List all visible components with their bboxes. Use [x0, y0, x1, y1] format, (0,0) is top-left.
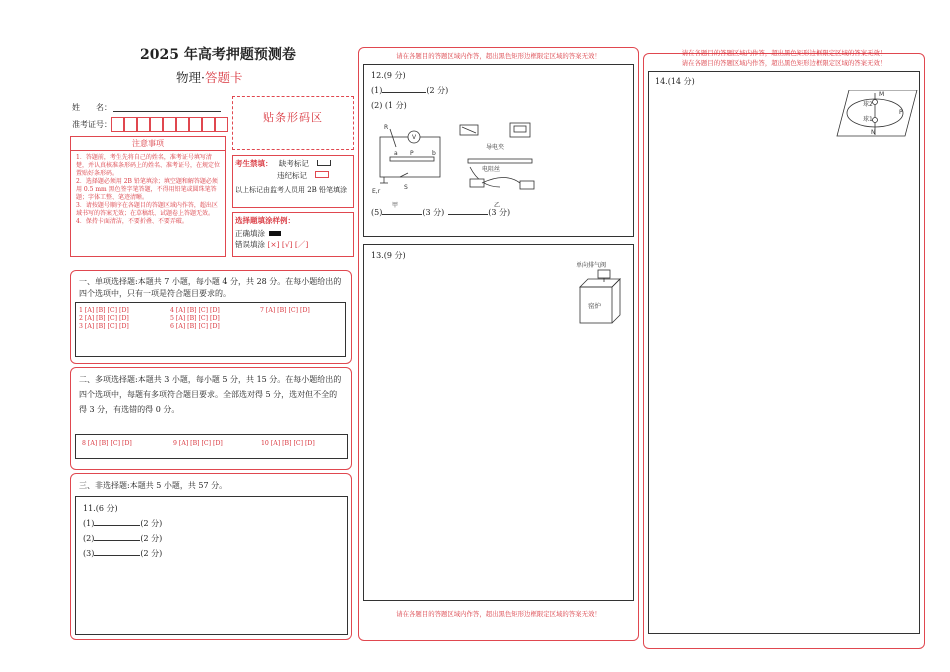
middle-answer-column [358, 47, 639, 641]
q11-score: (2 分) [140, 534, 163, 543]
absent-mark[interactable] [317, 160, 331, 166]
status-title: 考生禁填： [235, 159, 273, 168]
kiln-figure [574, 261, 634, 327]
warning-top-right: 请在各题目的答题区域内作答，超出黑色矩形边框限定区域的答案无效！ [681, 59, 887, 67]
point-label: P [899, 109, 903, 116]
section-non-choice [70, 473, 352, 640]
card-label: 答题卡 [205, 70, 243, 85]
answer-blank[interactable] [448, 214, 488, 215]
ring-figure [835, 90, 921, 138]
q12-score: (3 分) [422, 208, 445, 217]
section-multi-choice [70, 367, 352, 470]
filled-sample-icon [269, 231, 281, 236]
violation-label: 违纪标记 [277, 171, 307, 180]
answer-blank[interactable] [382, 214, 422, 215]
ball-label: 球2 [863, 101, 873, 108]
choice-grid-2 [75, 434, 348, 459]
notice-item: 1．答题前，考生先将自己的姓名，准考证号填写清楚，并认真核准条形码上的姓名、准考证号，在规定位置贴好条形码。 [76, 154, 221, 177]
q11-line-3 [76, 546, 347, 561]
fig-label: P [410, 150, 414, 157]
warning-overlap: 请在各题目的答题区域内作答，超出黑色矩形边框限定区域的答案无效！ [681, 49, 887, 57]
notice-item: 4．保持卡面清洁，不要折叠、不要弄破。 [76, 218, 188, 225]
q11-num: (1) [83, 519, 95, 528]
q14-head: 14.(14 分) [655, 77, 695, 86]
choice-row[interactable]: 8 [A] [B] [C] [D] [82, 440, 132, 447]
q11-box[interactable] [75, 496, 348, 635]
fig-label: b [432, 150, 436, 157]
choice-row[interactable]: 3 [A] [B] [C] [D] [79, 323, 129, 330]
voltmeter-label: V [412, 134, 417, 141]
choice-row[interactable]: 10 [A] [B] [C] [D] [261, 440, 315, 447]
section-single-choice [70, 270, 352, 364]
choice-row[interactable]: 5 [A] [B] [C] [D] [170, 315, 220, 322]
status-box [232, 155, 354, 208]
name-line[interactable] [113, 111, 221, 112]
choice-row[interactable]: 1 [A] [B] [C] [D] [79, 307, 129, 314]
notice-item: 3．请按题号顺序在各题目的答题区域内作答，超出区域书写的答案无效；在草稿纸、试题卷上答题无效。 [76, 202, 218, 217]
choice-row[interactable]: 6 [A] [B] [C] [D] [170, 323, 220, 330]
section3-title: 三、非选择题:本题共 5 小题，共 57 分。 [79, 481, 228, 490]
section1-title: 一、单项选择题:本题共 7 小题，每小题 4 分，共 28 分。在每小题给出的四个选项中，只有一项是符合题目要求的。 [79, 277, 342, 298]
notice-box [70, 136, 226, 257]
fig-label: R [384, 124, 389, 131]
q11-score: (2 分) [140, 549, 163, 558]
valve-label: 单向排气阀 [576, 262, 607, 269]
fill-wrong-marks: [×] [√] [／] [267, 240, 309, 249]
point-label: M [879, 91, 885, 98]
fig-label: 导电夹 [486, 144, 505, 151]
answer-blank[interactable] [94, 555, 140, 556]
fig-label: 乙 [494, 202, 501, 209]
q11-line-1 [76, 516, 347, 531]
status-note: 以上标记由监考人员用 2B 铅笔填涂 [235, 186, 348, 194]
q12-box[interactable] [363, 64, 634, 237]
section2-title: 二、多项选择题:本题共 3 小题，每小题 5 分，共 15 分。在每小题给出的四个选项中，每题有多项符合题目要求。全部选对得 5 分，选对但不全的得 3 分，有选错的得 0 分。 [79, 375, 342, 414]
choice-row[interactable]: 7 [A] [B] [C] [D] [260, 307, 310, 314]
q13-box[interactable] [363, 244, 634, 601]
q14-box[interactable] [648, 71, 920, 634]
fill-wrong-label: 错误填涂 [235, 240, 265, 249]
warning-bottom: 请在各题目的答题区域内作答，超出黑色矩形边框限定区域的答案无效！ [396, 610, 601, 618]
q11-num: (2) [83, 534, 95, 543]
notice-title: 注意事项 [71, 137, 225, 151]
kiln-label: 窑炉 [588, 302, 601, 310]
point-label: N [871, 129, 876, 136]
q12-head: 12.(9 分) [371, 71, 406, 80]
choice-grid-1 [75, 302, 346, 357]
card-title: 2025 年高考押题预测卷 [140, 47, 296, 63]
fig-label: 电阻丝 [482, 166, 501, 173]
fig-label: S [404, 184, 408, 191]
warning-top: 请在各题目的答题区域内作答，超出黑色矩形边框限定区域的答案无效！ [396, 52, 601, 60]
q11-head: 11.(6 分) [83, 504, 118, 513]
fill-sample-box [232, 212, 354, 257]
q12-part2: (2) (1 分) [371, 101, 407, 110]
absent-label: 缺考标记 [278, 159, 309, 168]
q12-num: (5) [371, 208, 383, 217]
choice-row[interactable]: 4 [A] [B] [C] [D] [170, 307, 220, 314]
q12-num: (1) [371, 86, 383, 95]
choice-row[interactable]: 9 [A] [B] [C] [D] [173, 440, 223, 447]
id-boxes[interactable] [111, 117, 228, 136]
id-label: 准考证号： [72, 120, 112, 129]
choice-row[interactable]: 2 [A] [B] [C] [D] [79, 315, 129, 322]
notice-item: 2．选择题必须用 2B 铅笔填涂；填空题和解答题必须用 0.5 mm 黑色签字笔答题，不得用铅笔或圆珠笔答题；字体工整、笔迹清晰。 [76, 178, 218, 201]
answer-blank[interactable] [94, 540, 140, 541]
q12-score: (3 分) [488, 208, 511, 217]
right-answer-column [643, 53, 925, 649]
q12-figure [370, 117, 542, 212]
card-subtitle [176, 68, 243, 86]
subject: 物理 [176, 70, 202, 85]
name-label: 姓 名： [72, 103, 112, 112]
barcode-label: 贴条形码区 [263, 111, 323, 124]
q11-line-2 [76, 531, 347, 546]
q11-score: (2 分) [140, 519, 163, 528]
fig-label: E,r [372, 188, 381, 195]
q13-head: 13.(9 分) [371, 251, 406, 260]
fill-correct-label: 正确填涂 [235, 229, 265, 238]
fig-label: 甲 [392, 202, 399, 209]
ball-label: 球1 [863, 116, 873, 123]
fill-title: 选择题填涂样例： [235, 216, 295, 225]
barcode-area [232, 96, 354, 150]
fig-label: a [394, 150, 398, 157]
violation-mark[interactable] [315, 171, 329, 178]
answer-blank[interactable] [94, 525, 140, 526]
answer-blank[interactable] [382, 92, 426, 93]
subject-sep: · [201, 70, 205, 85]
q11-num: (3) [83, 549, 95, 558]
q12-score: (2 分) [426, 86, 449, 95]
